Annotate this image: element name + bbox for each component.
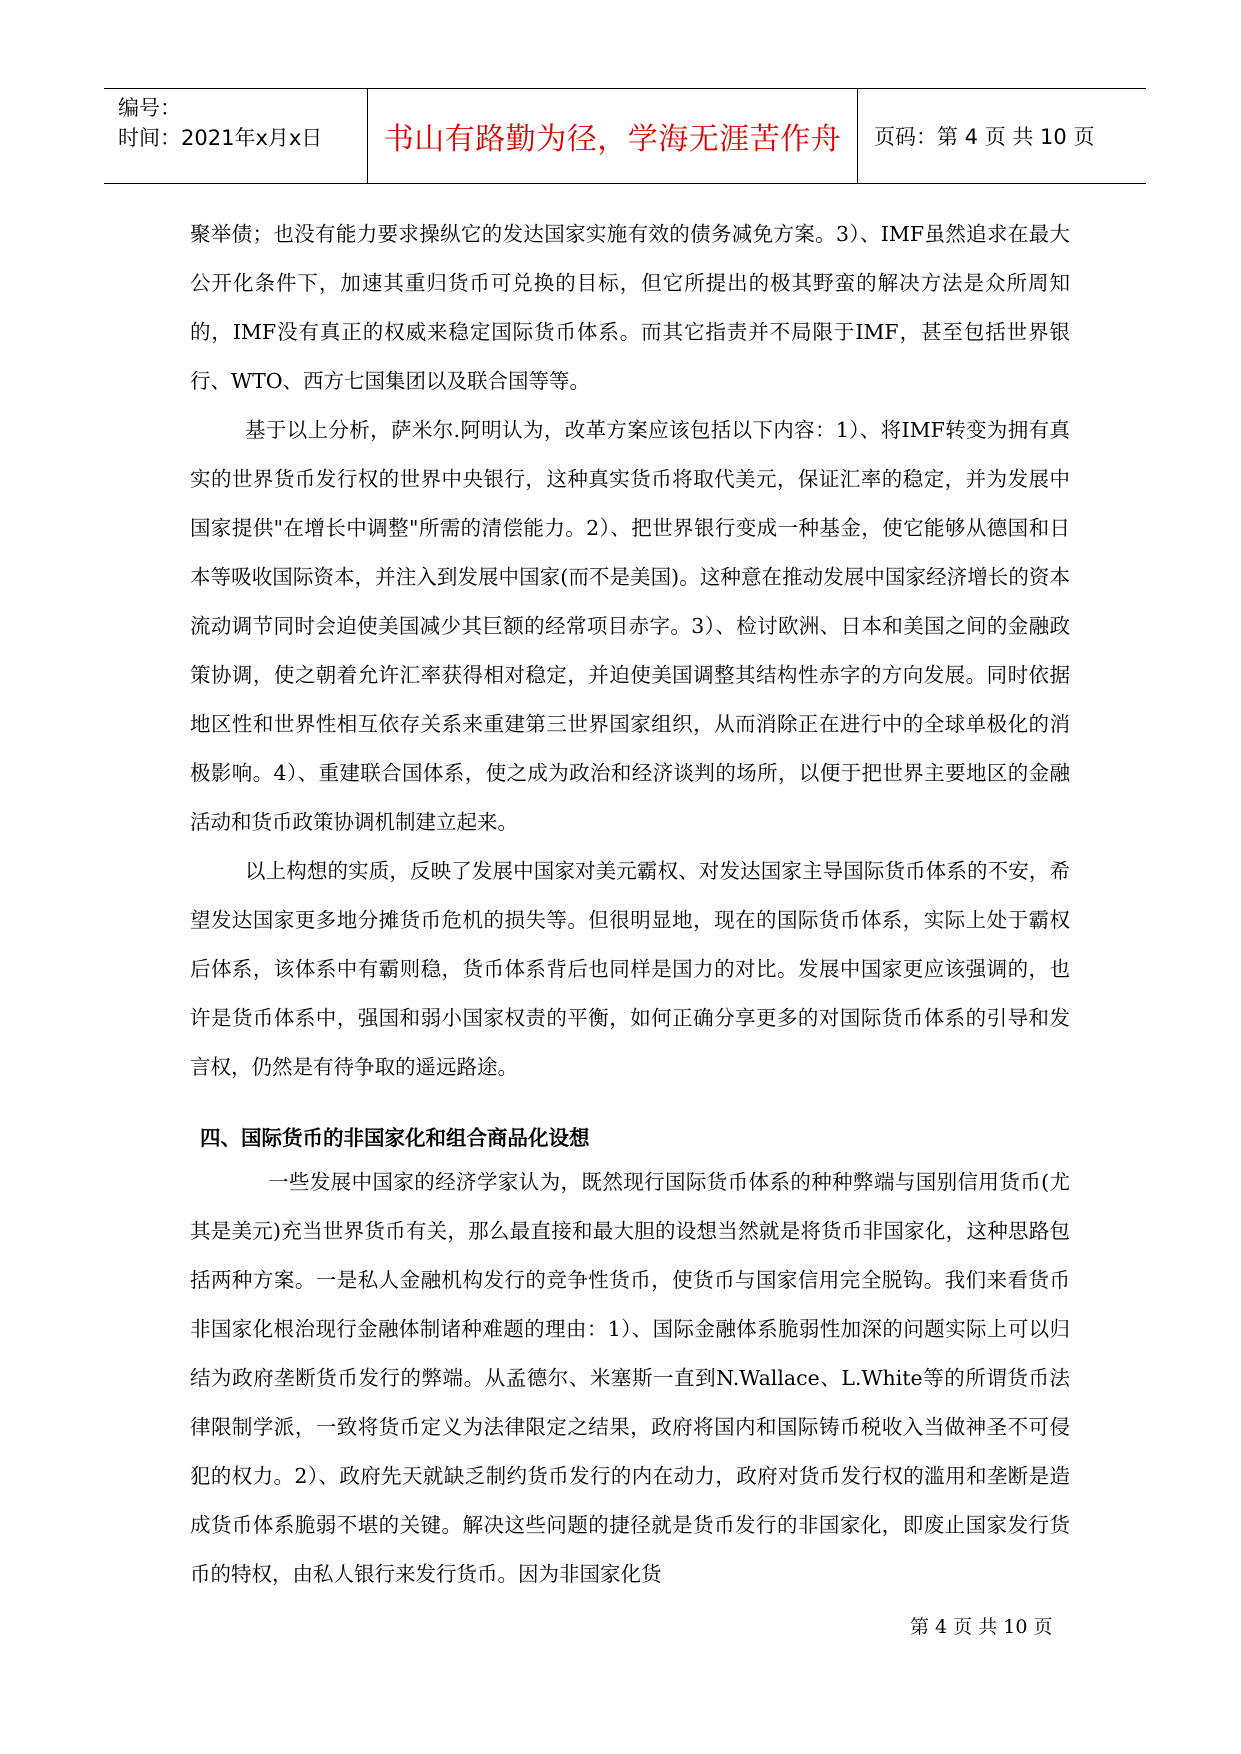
- header-motto-cell: [368, 89, 858, 183]
- document-number-label: 编号：: [118, 96, 181, 120]
- document-time-label: 时间：2021年x月x日: [118, 126, 323, 150]
- header-page-cell: [858, 89, 1146, 183]
- document-body: [190, 210, 1070, 1599]
- page-header: [104, 88, 1146, 184]
- header-page-number: 页码：第 4 页 共 10 页: [874, 125, 1095, 149]
- paragraph-1: 聚举债；也没有能力要求操纵它的发达国家实施有效的债务减免方案。3）、IMF虽然追求在最大公开化条件下，加速其重归货币可兑换的目标，但它所提出的极其野蛮的解决方法是众所周知的，IMF没有真正的权威来稳定国际货币体系。而其它指责并不局限于IMF，甚至包括世界银行、WTO、西方七国集团以及联合国等等。: [190, 222, 1070, 393]
- paragraph-3: 以上构想的实质，反映了发展中国家对美元霸权、对发达国家主导国际货币体系的不安，希望发达国家更多地分摊货币危机的损失等。但很明显地，现在的国际货币体系，实际上处于霸权后体系，该体系中有霸则稳，货币体系背后也同样是国力的对比。发展中国家更应该强调的，也许是货币体系中，强国和弱小国家权责的平衡，如何正确分享更多的对国际货币体系的引导和发言权，仍然是有待争取的遥远路途。: [190, 859, 1070, 1079]
- header-meta-cell: [104, 89, 368, 183]
- paragraph-2: 基于以上分析，萨米尔.阿明认为，改革方案应该包括以下内容：1）、将IMF转变为拥有真实的世界货币发行权的世界中央银行，这种真实货币将取代美元，保证汇率的稳定，并为发展中国家提供"在增长中调整"所需的清偿能力。2）、把世界银行变成一种基金，使它能够从德国和日本等吸收国际资本，并注入到发展中国家(而不是美国)。这种意在推动发展中国家经济增长的资本流动调节同时会迫使美国减少其巨额的经常项目赤字。3）、检讨欧洲、日本和美国之间的金融政策协调，使之朝着允许汇率获得相对稳定，并迫使美国调整其结构性赤字的方向发展。同时依据地区性和世界性相互依存关系来重建第三世界国家组织，从而消除正在进行中的全球单极化的消极影响。4）、重建联合国体系，使之成为政治和经济谈判的场所，以便于把世界主要地区的金融活动和货币政策协调机制建立起来。: [190, 418, 1070, 834]
- section-heading: 四、国际货币的非国家化和组合商品化设想: [200, 1126, 590, 1150]
- header-motto: 书山有路勤为径，学海无涯苦作舟: [383, 122, 842, 157]
- page-footer: 第 4 页 共 10 页: [910, 1616, 1053, 1638]
- section-paragraph: 一些发展中国家的经济学家认为，既然现行国际货币体系的种种弊端与国别信用货币(尤其是美元)充当世界货币有关，那么最直接和最大胆的设想当然就是将货币非国家化，这种思路包括两种方案。一是私人金融机构发行的竞争性货币，使货币与国家信用完全脱钩。我们来看货币非国家化根治现行金融体制诸种难题的理由：1）、国际金融体系脆弱性加深的问题实际上可以归结为政府垄断货币发行的弊端。从孟德尔、米塞斯一直到N.Wallace、L.White等的所谓货币法律限制学派，一致将货币定义为法律限定之结果，政府将国内和国际铸币税收入当做神圣不可侵犯的权力。2）、政府先天就缺乏制约货币发行的内在动力，政府对货币发行权的滥用和垄断是造成货币体系脆弱不堪的关键。解决这些问题的捷径就是货币发行的非国家化，即废止国家发行货币的特权，由私人银行来发行货币。因为非国家化货: [190, 1170, 1070, 1586]
